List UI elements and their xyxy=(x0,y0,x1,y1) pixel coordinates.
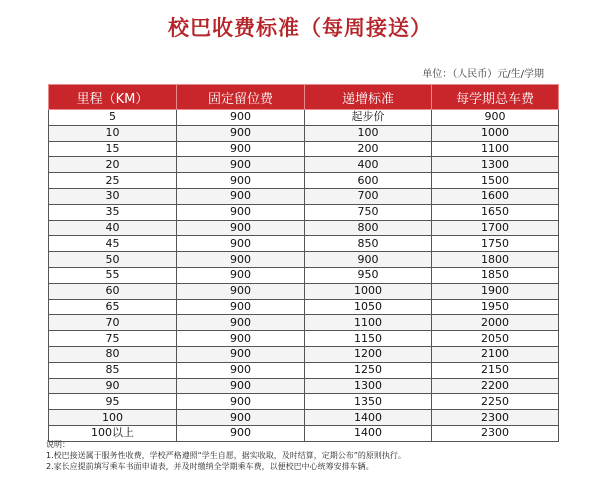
cell-fixed-fee: 900 xyxy=(177,425,305,441)
table-row xyxy=(49,157,559,173)
cell-fixed-fee: 900 xyxy=(177,410,305,426)
table-row xyxy=(49,267,559,283)
header-distance: 里程（KM） xyxy=(49,85,177,110)
cell-distance: 45 xyxy=(49,236,177,252)
cell-total-fee: 900 xyxy=(432,110,559,126)
cell-total-fee: 1700 xyxy=(432,220,559,236)
cell-fixed-fee: 900 xyxy=(177,188,305,204)
cell-distance: 60 xyxy=(49,283,177,299)
cell-increment: 200 xyxy=(305,141,432,157)
cell-distance: 10 xyxy=(49,125,177,141)
cell-distance: 5 xyxy=(49,110,177,126)
cell-total-fee: 2150 xyxy=(432,362,559,378)
cell-distance: 80 xyxy=(49,346,177,362)
header-increment: 递增标准 xyxy=(305,85,432,110)
table-row xyxy=(49,331,559,347)
cell-distance: 25 xyxy=(49,173,177,189)
table-row xyxy=(49,283,559,299)
cell-distance: 95 xyxy=(49,394,177,410)
cell-fixed-fee: 900 xyxy=(177,236,305,252)
cell-fixed-fee: 900 xyxy=(177,173,305,189)
cell-fixed-fee: 900 xyxy=(177,110,305,126)
fee-table xyxy=(48,84,559,442)
cell-total-fee: 1300 xyxy=(432,157,559,173)
table-row xyxy=(49,220,559,236)
cell-total-fee: 2300 xyxy=(432,410,559,426)
table-row xyxy=(49,125,559,141)
cell-total-fee: 1800 xyxy=(432,252,559,268)
cell-distance: 85 xyxy=(49,362,177,378)
cell-fixed-fee: 900 xyxy=(177,346,305,362)
cell-fixed-fee: 900 xyxy=(177,125,305,141)
notes-heading: 说明： xyxy=(46,440,70,449)
table-row xyxy=(49,315,559,331)
cell-distance: 65 xyxy=(49,299,177,315)
cell-increment: 1000 xyxy=(305,283,432,299)
cell-fixed-fee: 900 xyxy=(177,362,305,378)
cell-fixed-fee: 900 xyxy=(177,331,305,347)
cell-distance: 50 xyxy=(49,252,177,268)
table-row xyxy=(49,394,559,410)
table-row xyxy=(49,110,559,126)
table-row xyxy=(49,362,559,378)
cell-increment: 1150 xyxy=(305,331,432,347)
cell-total-fee: 1950 xyxy=(432,299,559,315)
table-row xyxy=(49,299,559,315)
cell-fixed-fee: 900 xyxy=(177,252,305,268)
cell-total-fee: 2100 xyxy=(432,346,559,362)
cell-increment: 起步价 xyxy=(305,110,432,126)
cell-increment: 800 xyxy=(305,220,432,236)
cell-distance: 15 xyxy=(49,141,177,157)
cell-total-fee: 2000 xyxy=(432,315,559,331)
cell-increment: 1400 xyxy=(305,410,432,426)
cell-increment: 1250 xyxy=(305,362,432,378)
cell-increment: 1350 xyxy=(305,394,432,410)
page-title: 校巴收费标准（每周接送） xyxy=(168,16,432,40)
table-row xyxy=(49,188,559,204)
unit-label: 单位：（人民币）元/生/学期 xyxy=(422,69,544,80)
cell-increment: 700 xyxy=(305,188,432,204)
cell-increment: 1400 xyxy=(305,425,432,441)
cell-total-fee: 1100 xyxy=(432,141,559,157)
table-row xyxy=(49,252,559,268)
cell-total-fee: 1500 xyxy=(432,173,559,189)
table-row xyxy=(49,378,559,394)
table-row xyxy=(49,141,559,157)
cell-distance: 100以上 xyxy=(49,425,177,441)
cell-increment: 950 xyxy=(305,267,432,283)
cell-total-fee: 1900 xyxy=(432,283,559,299)
cell-distance: 30 xyxy=(49,188,177,204)
note-line-1: 1.校巴接送属于服务性收费，学校严格遵照“学生自愿，据实收取，及时结算，定期公布”的原则执行。 xyxy=(46,451,406,460)
cell-fixed-fee: 900 xyxy=(177,220,305,236)
cell-increment: 750 xyxy=(305,204,432,220)
cell-fixed-fee: 900 xyxy=(177,157,305,173)
cell-total-fee: 2200 xyxy=(432,378,559,394)
cell-fixed-fee: 900 xyxy=(177,378,305,394)
cell-distance: 20 xyxy=(49,157,177,173)
cell-total-fee: 1000 xyxy=(432,125,559,141)
cell-increment: 900 xyxy=(305,252,432,268)
cell-increment: 1100 xyxy=(305,315,432,331)
fee-table-header xyxy=(49,85,559,110)
cell-total-fee: 1650 xyxy=(432,204,559,220)
cell-distance: 55 xyxy=(49,267,177,283)
cell-fixed-fee: 900 xyxy=(177,299,305,315)
note-line-2: 2.家长应提前填写乘车书面申请表，并及时缴纳全学期乘车费，以便校巴中心统筹安排车辆。 xyxy=(46,462,374,471)
table-row xyxy=(49,346,559,362)
header-fixed-fee: 固定留位费 xyxy=(177,85,305,110)
cell-increment: 600 xyxy=(305,173,432,189)
cell-fixed-fee: 900 xyxy=(177,141,305,157)
cell-increment: 1300 xyxy=(305,378,432,394)
cell-increment: 400 xyxy=(305,157,432,173)
table-row xyxy=(49,236,559,252)
table-row xyxy=(49,204,559,220)
cell-total-fee: 2300 xyxy=(432,425,559,441)
cell-total-fee: 1750 xyxy=(432,236,559,252)
cell-fixed-fee: 900 xyxy=(177,267,305,283)
cell-increment: 1200 xyxy=(305,346,432,362)
cell-fixed-fee: 900 xyxy=(177,283,305,299)
cell-distance: 40 xyxy=(49,220,177,236)
cell-total-fee: 2050 xyxy=(432,331,559,347)
cell-distance: 35 xyxy=(49,204,177,220)
cell-distance: 100 xyxy=(49,410,177,426)
cell-fixed-fee: 900 xyxy=(177,204,305,220)
header-row xyxy=(49,85,559,110)
cell-distance: 90 xyxy=(49,378,177,394)
cell-increment: 100 xyxy=(305,125,432,141)
cell-distance: 75 xyxy=(49,331,177,347)
cell-fixed-fee: 900 xyxy=(177,394,305,410)
header-total-fee: 每学期总车费 xyxy=(432,85,559,110)
cell-total-fee: 1600 xyxy=(432,188,559,204)
notes-section xyxy=(46,439,566,472)
cell-total-fee: 2250 xyxy=(432,394,559,410)
table-row xyxy=(49,410,559,426)
cell-total-fee: 1850 xyxy=(432,267,559,283)
cell-fixed-fee: 900 xyxy=(177,315,305,331)
cell-increment: 1050 xyxy=(305,299,432,315)
cell-increment: 850 xyxy=(305,236,432,252)
cell-distance: 70 xyxy=(49,315,177,331)
fee-table-body xyxy=(49,110,559,442)
table-row xyxy=(49,173,559,189)
